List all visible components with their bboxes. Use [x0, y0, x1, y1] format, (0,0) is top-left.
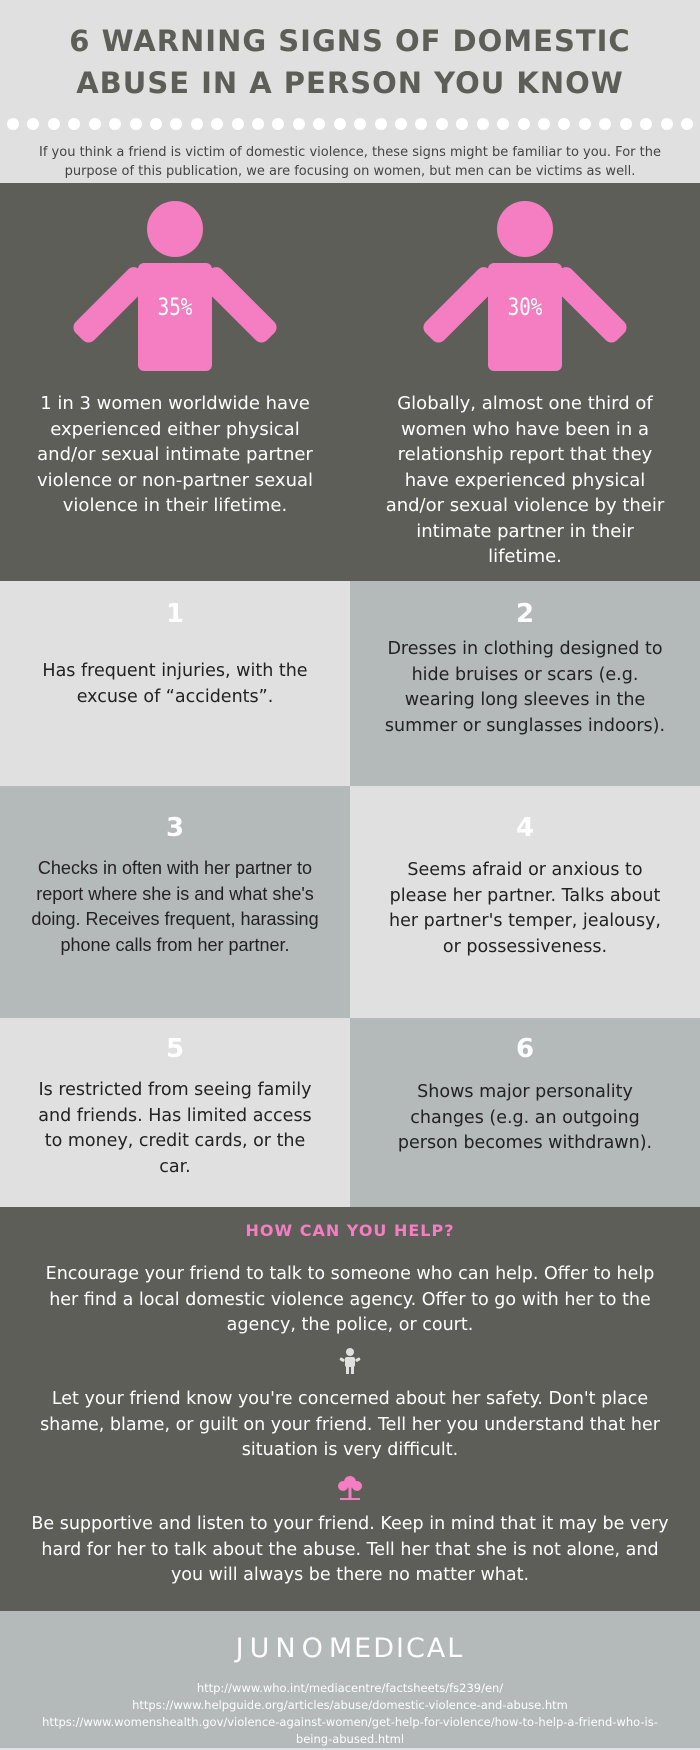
footer	[0, 1611, 700, 1748]
page-title	[0, 20, 700, 104]
stat-percent: 35%	[157, 293, 193, 321]
sign-number: 1	[165, 599, 185, 629]
divider-dot	[293, 118, 305, 130]
sign-text: Checks in often with her partner to report where she is and what she's doing. Receives frequent, harassing phone calls from her partner.	[31, 858, 319, 955]
divider-dot	[640, 118, 652, 130]
divider-dot	[89, 118, 101, 130]
help-section	[0, 1207, 700, 1611]
title-line-1: 6 WARNING SIGNS OF DOMESTIC	[69, 24, 631, 58]
sign-text: Dresses in clothing designed to hide bruises or scars (e.g. wearing long sleeves in the summer or sunglasses indoors).	[384, 639, 666, 736]
divider-dot	[415, 118, 427, 130]
dot-divider	[5, 118, 695, 130]
help-title: HOW CAN YOU HELP?	[245, 1221, 455, 1240]
divider-dot	[558, 118, 570, 130]
person-icon	[336, 1347, 364, 1375]
divider-dot	[354, 118, 366, 130]
sign-card-3	[0, 786, 350, 1018]
divider-dot	[334, 118, 346, 130]
sign-text: Is restricted from seeing family and friends. Has limited access to money, credit cards, or the car.	[38, 1080, 312, 1177]
divider-dot	[661, 118, 673, 130]
logo-part-2: MEDICAL	[328, 1633, 465, 1664]
stat-percent: 30%	[507, 293, 543, 321]
divider-dot	[27, 118, 39, 130]
sign-number: 6	[515, 1034, 535, 1064]
divider-dot	[109, 118, 121, 130]
divider-dot	[232, 118, 244, 130]
header	[0, 0, 700, 183]
divider-dot	[7, 118, 19, 130]
divider-dot	[68, 118, 80, 130]
divider-dot	[681, 118, 693, 130]
sign-text: Shows major personality changes (e.g. an outgoing person becomes withdrawn).	[397, 1082, 653, 1153]
divider-dot	[130, 118, 142, 130]
divider-dot	[150, 118, 162, 130]
divider-dot	[497, 118, 509, 130]
divider-dot	[599, 118, 611, 130]
source-links	[40, 1680, 660, 1748]
person-figure-icon	[440, 201, 610, 371]
title-line-2: ABUSE IN A PERSON YOU KNOW	[76, 66, 624, 100]
divider-dot	[191, 118, 203, 130]
person-figure-icon	[90, 201, 260, 371]
juno-medical-logo	[0, 1633, 700, 1664]
sign-number: 3	[165, 813, 185, 843]
source-link[interactable]: http://www.who.int/mediacentre/factsheets/fs239/en/	[196, 1681, 504, 1695]
sign-text: Has frequent injuries, with the excuse of “accidents”.	[42, 661, 308, 707]
divider-dot	[620, 118, 632, 130]
divider-dot	[436, 118, 448, 130]
divider-dot	[579, 118, 591, 130]
sign-card-1	[0, 581, 350, 786]
stats-section	[0, 183, 700, 581]
divider-dot	[252, 118, 264, 130]
sign-number: 4	[515, 813, 535, 843]
divider-dot	[48, 118, 60, 130]
warning-signs-grid	[0, 581, 700, 1207]
stat-text: Globally, almost one third of women who have been in a relationship report that they have experienced physical and/or sexual violence by their intimate partner in their lifetime.	[385, 393, 665, 567]
divider-dot	[375, 118, 387, 130]
help-paragraph-2: Let your friend know you're concerned about her safety. Don't place shame, blame, or guilt on your friend. Tell her you understand that her situation is very difficult.	[40, 1389, 660, 1460]
stat-text: 1 in 3 women worldwide have experienced either physical and/or sexual intimate partner violence or non-partner sexual violence in their lifetime.	[36, 393, 314, 516]
divider-dot	[456, 118, 468, 130]
sign-card-6	[350, 1018, 700, 1207]
logo-part-1: JUNO	[235, 1633, 329, 1664]
divider-dot	[313, 118, 325, 130]
sign-card-5	[0, 1018, 350, 1207]
divider-dot	[211, 118, 223, 130]
divider-dot	[170, 118, 182, 130]
source-link[interactable]: https://www.helpguide.org/articles/abuse/domestic-violence-and-abuse.htm	[132, 1698, 568, 1712]
divider-dot	[272, 118, 284, 130]
divider-dot	[518, 118, 530, 130]
stat-card-2	[350, 183, 700, 581]
help-paragraph-1: Encourage your friend to talk to someone who can help. Offer to help her find a local domestic violence agency. Offer to go with her to the agency, the police, or court.	[45, 1264, 655, 1335]
intro-text: If you think a friend is victim of domestic violence, these signs might be familiar to you. For the purpose of this publication, we are focusing on women, but men can be victims as well.	[39, 145, 661, 179]
source-link[interactable]: https://www.womenshealth.gov/violence-against-women/get-help-for-violence/how-to-help-a-friend-who-is-being-abused.html	[42, 1715, 658, 1746]
sign-number: 5	[165, 1034, 185, 1064]
sign-card-4	[350, 786, 700, 1018]
tree-icon	[336, 1474, 364, 1502]
help-paragraph-3: Be supportive and listen to your friend. Keep in mind that it may be very hard for her to talk about the abuse. Tell her that she is not alone, and you will always be there no matter what.	[31, 1514, 669, 1585]
sign-text: Seems afraid or anxious to please her partner. Talks about her partner's temper, jealousy, or possessiveness.	[389, 860, 661, 957]
stat-card-1	[0, 183, 350, 581]
sign-card-2	[350, 581, 700, 786]
divider-dot	[477, 118, 489, 130]
sign-number: 2	[515, 599, 535, 629]
divider-dot	[395, 118, 407, 130]
divider-dot	[538, 118, 550, 130]
